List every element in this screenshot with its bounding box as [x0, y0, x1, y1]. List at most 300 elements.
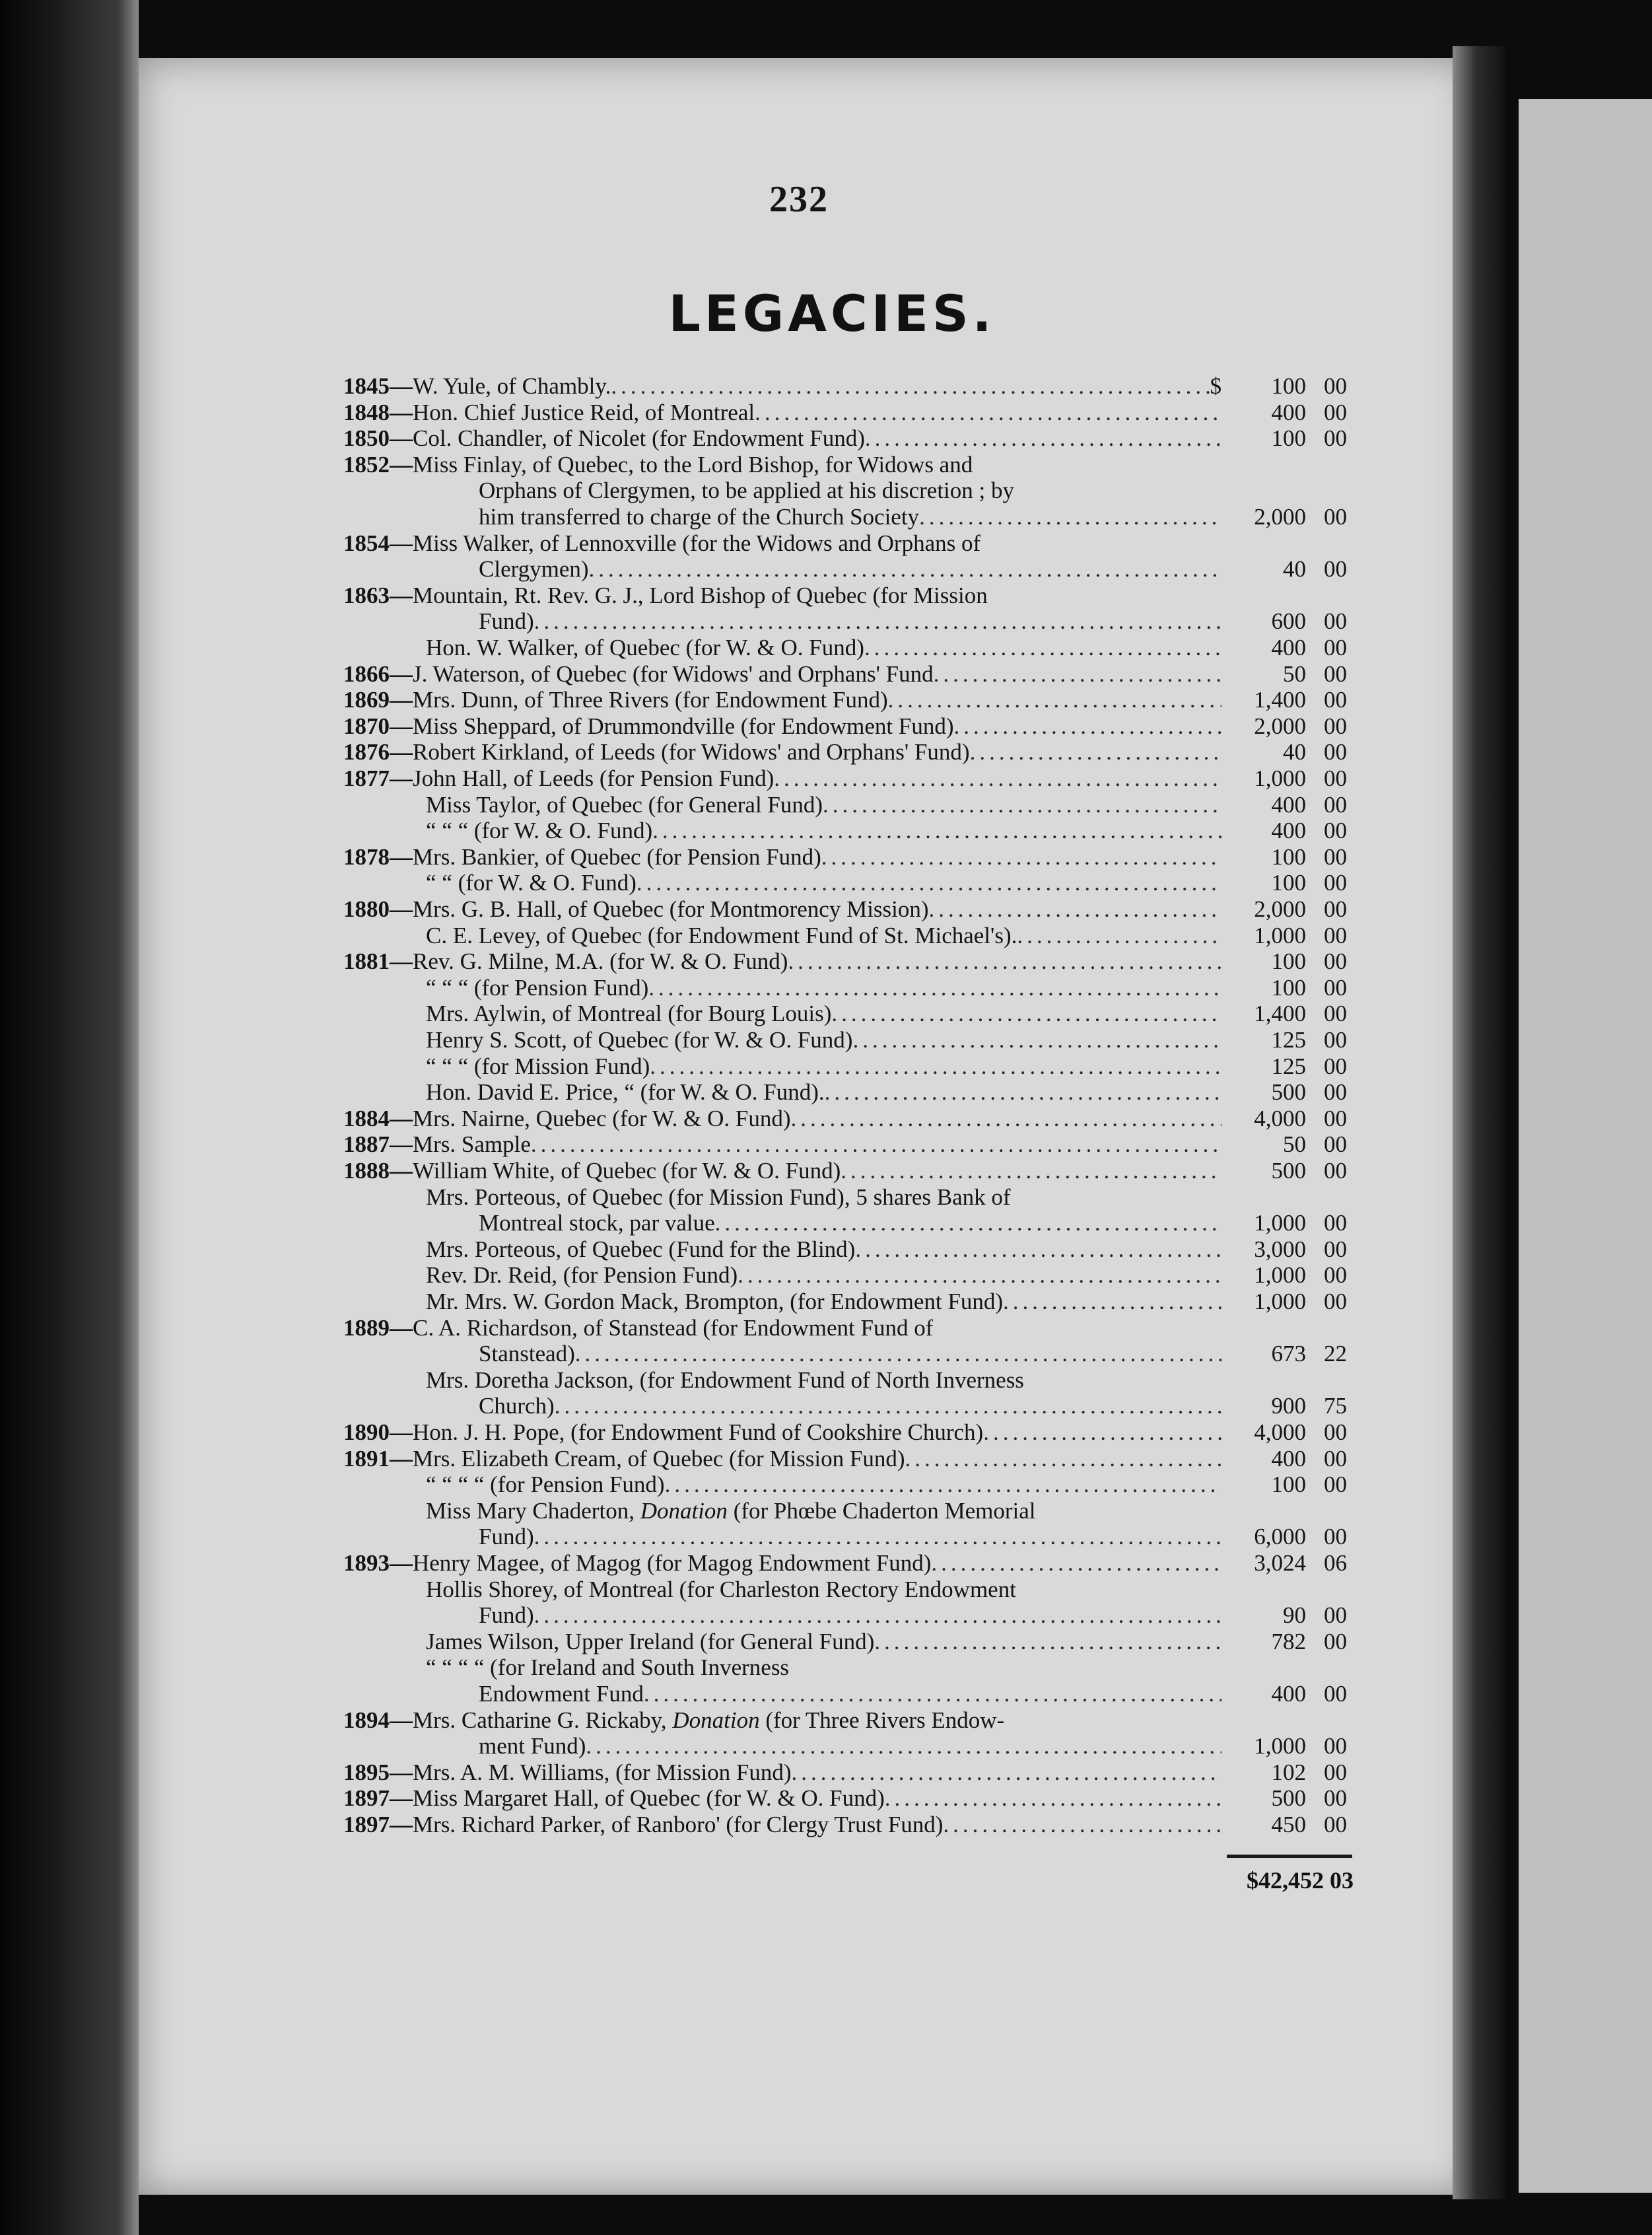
entry-amount: [1228, 608, 1347, 635]
entry-amount: [1228, 818, 1347, 844]
page-number: 232: [769, 179, 829, 220]
amount-dollars: 100: [1271, 1472, 1306, 1498]
entry-description: J. Waterson, of Quebec (for Widows' and Orphans' Fund: [413, 660, 934, 687]
legacy-entry: [343, 1446, 1222, 1472]
legacy-entry: [343, 765, 1222, 792]
amount-dollars: 100: [1271, 870, 1306, 896]
entry-description-continued: Orphans of Clergymen, to be applied at his discretion ; by: [479, 478, 1014, 504]
legacy-entry: [343, 1184, 1222, 1211]
amount-dollars: 400: [1271, 635, 1306, 660]
entry-description: C. E. Levey, of Quebec (for Endowment Fund of St. Michael's).: [426, 922, 1017, 948]
amount-dollars: 500: [1271, 1785, 1306, 1812]
page-title: LEGACIES.: [668, 284, 996, 343]
entry-description: Mrs. Dunn, of Three Rivers (for Endowment Fund): [413, 687, 888, 713]
amount-dollars: 1,000: [1254, 1210, 1306, 1236]
entry-amount: [1228, 1393, 1347, 1419]
legacy-entry: [343, 452, 1222, 478]
entry-description: Mrs. A. M. Williams, (for Mission Fund): [413, 1759, 792, 1785]
legacy-entry: [343, 1785, 1222, 1812]
entry-description: Hon. W. Walker, of Quebec (for W. & O. Fund): [426, 635, 864, 660]
entry-amount: [1228, 1785, 1347, 1812]
entry-description: Mr. Mrs. W. Gordon Mack, Brompton, (for Endowment Fund): [426, 1289, 1003, 1314]
leader-dots: [874, 1629, 1222, 1655]
amount-dollars: 100: [1271, 948, 1306, 975]
amount-cents: 00: [1324, 1812, 1347, 1837]
amount-cents: 00: [1324, 1236, 1347, 1262]
amount-cents: 00: [1324, 635, 1347, 660]
entry-description: James Wilson, Upper Ireland (for General Fund): [426, 1628, 875, 1654]
entry-description: Mrs. Bankier, of Quebec (for Pension Fund): [413, 843, 821, 870]
legacy-entry: [343, 923, 1222, 949]
amount-dollars: 100: [1271, 373, 1306, 399]
leader-dots: [841, 1158, 1222, 1184]
legacy-entry: [343, 1079, 1222, 1106]
entry-description: Henry S. Scott, of Quebec (for W. & O. Fund): [426, 1027, 853, 1053]
amount-cents: 00: [1324, 1785, 1347, 1812]
entry-year: 1897—: [343, 1785, 413, 1812]
amount-cents: 00: [1324, 1419, 1347, 1445]
entry-amount: [1228, 635, 1347, 661]
amount-dollars: 100: [1271, 974, 1306, 1001]
amount-dollars: 900: [1271, 1393, 1306, 1419]
leader-dots: [943, 1812, 1222, 1838]
legacy-entry-continuation: [343, 478, 1222, 504]
entry-amount: [1228, 1550, 1347, 1577]
legacy-entry: [343, 1001, 1222, 1027]
amount-dollars: 500: [1271, 1158, 1306, 1184]
entry-description: Miss Finlay, of Quebec, to the Lord Bishop, for Widows and: [413, 451, 973, 478]
entry-amount: [1228, 1733, 1347, 1759]
entry-year: 1891—: [343, 1445, 413, 1472]
entry-year: 1845—: [343, 373, 413, 399]
legacy-entry: [343, 1629, 1222, 1655]
amount-cents: 00: [1324, 1289, 1347, 1314]
leader-dots: [888, 687, 1222, 713]
entry-description: Hon. J. H. Pope, (for Endowment Fund of Cookshire Church): [413, 1419, 984, 1445]
entry-description: Hollis Shorey, of Montreal (for Charleston Rectory Endowment: [426, 1576, 1016, 1602]
legacy-entry: [343, 1236, 1222, 1263]
total-rule: [1227, 1855, 1352, 1858]
legacy-entry: [343, 1367, 1222, 1394]
entry-amount: [1228, 844, 1347, 870]
entry-description: Miss Walker, of Lennoxville (for the Widows and Orphans of: [413, 530, 981, 556]
amount-dollars: 1,000: [1254, 922, 1306, 948]
entry-amount: [1228, 425, 1347, 452]
amount-dollars: 1,000: [1254, 1733, 1306, 1759]
entry-description-continued: Endowment Fund: [479, 1681, 644, 1707]
leader-dots: [934, 661, 1222, 688]
legacy-entry: [343, 1027, 1222, 1053]
entry-description: Mrs. Doretha Jackson, (for Endowment Fund of North Inverness: [426, 1366, 1024, 1393]
entry-description: Col. Chandler, of Nicolet (for Endowment Fund): [413, 425, 865, 452]
entry-amount: [1228, 1681, 1347, 1707]
amount-dollars: 1,400: [1254, 687, 1306, 713]
entry-amount: [1228, 373, 1347, 400]
entry-amount: [1228, 765, 1347, 792]
leader-dots: [865, 425, 1222, 452]
leader-dots: [534, 1602, 1222, 1629]
legacy-entry-continuation: [343, 1524, 1222, 1550]
leader-dots: [970, 739, 1222, 765]
entry-description: Mrs. G. B. Hall, of Quebec (for Montmorency Mission): [413, 896, 929, 922]
entry-description: “ “ (for W. & O. Fund): [426, 870, 637, 896]
facing-page-edge: [1519, 99, 1652, 2193]
amount-cents: 00: [1324, 504, 1347, 530]
amount-cents: 00: [1324, 948, 1347, 975]
amount-cents: 00: [1324, 608, 1347, 635]
amount-dollars: 2,000: [1254, 896, 1306, 922]
entry-year: 1869—: [343, 687, 413, 713]
amount-cents: 00: [1324, 870, 1347, 896]
legacy-entry: [343, 739, 1222, 765]
legacy-entry-continuation: [343, 1393, 1222, 1419]
leader-dots: [931, 1550, 1222, 1577]
leader-dots: [885, 1785, 1222, 1812]
leader-dots: [665, 1472, 1222, 1498]
legacy-entry: [343, 1419, 1222, 1446]
legacy-entry: [343, 1812, 1222, 1838]
entry-year: 1870—: [343, 713, 413, 739]
entry-amount: [1228, 1602, 1347, 1629]
leader-dots: [755, 400, 1222, 426]
legacy-entry: [343, 896, 1222, 923]
amount-cents: 00: [1324, 1079, 1347, 1106]
entry-year: 1895—: [343, 1759, 413, 1785]
leader-dots: [648, 975, 1222, 1001]
amount-dollars: 450: [1271, 1812, 1306, 1837]
amount-dollars: 673: [1271, 1341, 1306, 1367]
legacy-entry-continuation: [343, 1341, 1222, 1367]
entry-amount: [1228, 1079, 1347, 1106]
leader-dots: [650, 1053, 1222, 1080]
amount-cents: 00: [1324, 1472, 1347, 1498]
entry-description: “ “ “ “ (for Ireland and South Inverness: [426, 1654, 790, 1681]
entry-amount: [1228, 1289, 1347, 1315]
legacy-entry: [343, 818, 1222, 844]
entry-year: 1877—: [343, 765, 413, 791]
amount-cents: 00: [1324, 739, 1347, 765]
legacy-entry: [343, 975, 1222, 1001]
entry-amount: [1228, 870, 1347, 896]
leader-dots: [611, 373, 1210, 400]
amount-dollars: 100: [1271, 843, 1306, 870]
entry-amount: [1228, 1001, 1347, 1027]
amount-dollars: 500: [1271, 1079, 1306, 1106]
leader-dots: [823, 792, 1222, 818]
entry-amount: [1228, 1446, 1347, 1472]
amount-cents: 00: [1324, 1602, 1347, 1629]
entry-description-continued: Montreal stock, par value: [479, 1210, 715, 1236]
legacy-entry: [343, 1289, 1222, 1315]
leader-dots: [864, 635, 1222, 661]
amount-cents: 00: [1324, 765, 1347, 791]
amount-dollars: 3,000: [1254, 1236, 1306, 1262]
amount-dollars: 2,000: [1254, 504, 1306, 530]
entry-description: Miss Mary Chaderton, Donation (for Phœbe Chaderton Memorial: [426, 1497, 1036, 1524]
leader-dots: [534, 608, 1222, 635]
amount-cents: 75: [1324, 1393, 1347, 1419]
entry-amount: [1228, 1158, 1347, 1184]
amount-cents: 00: [1324, 1262, 1347, 1289]
amount-dollars: 102: [1271, 1759, 1306, 1785]
leader-dots: [792, 1759, 1222, 1786]
amount-cents: 00: [1324, 843, 1347, 870]
leader-dots: [905, 1446, 1222, 1472]
leader-dots: [586, 1733, 1222, 1759]
legacy-entry: [343, 425, 1222, 452]
leader-dots: [855, 1236, 1222, 1263]
entry-amount: [1228, 975, 1347, 1001]
amount-dollars: 1,000: [1254, 765, 1306, 791]
amount-cents: 00: [1324, 1105, 1347, 1131]
entry-description-continued: Church): [479, 1393, 555, 1419]
amount-cents: 00: [1324, 556, 1347, 583]
entry-year: 1881—: [343, 948, 413, 975]
legacy-entry-continuation: [343, 1210, 1222, 1236]
amount-dollars: 1,000: [1254, 1262, 1306, 1289]
entry-description: Rev. G. Milne, M.A. (for W. & O. Fund): [413, 948, 788, 975]
legacy-entry-continuation: [343, 608, 1222, 635]
amount-cents: 00: [1324, 687, 1347, 713]
amount-cents: 00: [1324, 1210, 1347, 1236]
entry-description: Robert Kirkland, of Leeds (for Widows' and Orphans' Fund): [413, 739, 970, 765]
legacy-entry: [343, 1262, 1222, 1289]
entry-description: Mrs. Richard Parker, of Ranboro' (for Clergy Trust Fund): [413, 1812, 944, 1837]
leader-dots: [575, 1341, 1222, 1367]
amount-dollars: 40: [1283, 739, 1306, 765]
amount-cents: 00: [1324, 1001, 1347, 1027]
entry-amount: [1228, 661, 1347, 688]
amount-cents: 00: [1324, 1733, 1347, 1759]
amount-dollars: 400: [1271, 1681, 1306, 1707]
entry-year: 1863—: [343, 582, 413, 608]
legacy-entry: [343, 1053, 1222, 1080]
entry-amount: [1228, 1210, 1347, 1236]
legacy-entry: [343, 1577, 1222, 1603]
legacy-entry: [343, 635, 1222, 661]
amount-dollars: 782: [1271, 1628, 1306, 1654]
entry-year: 1890—: [343, 1419, 413, 1445]
book-spine-shadow: [0, 0, 139, 2235]
legacy-entry: [343, 1759, 1222, 1786]
legacy-entry: [343, 373, 1222, 400]
entry-amount: [1228, 948, 1347, 975]
entry-amount: [1228, 1027, 1347, 1053]
leader-dots: [652, 818, 1222, 844]
entry-year: 1889—: [343, 1314, 413, 1341]
leader-dots: [1017, 923, 1222, 949]
leader-dots: [534, 1524, 1222, 1550]
legacy-entry: [343, 713, 1222, 740]
entry-description: Hon. Chief Justice Reid, of Montreal: [413, 399, 755, 425]
legacy-entry: [343, 530, 1222, 557]
leader-dots: [831, 1001, 1222, 1027]
legacy-entry-continuation: [343, 1733, 1222, 1759]
legacy-entry: [343, 1550, 1222, 1577]
entry-amount: [1228, 400, 1347, 426]
legacy-entry-continuation: [343, 1602, 1222, 1629]
amount-dollars: 400: [1271, 399, 1306, 425]
amount-dollars: 400: [1271, 1445, 1306, 1472]
amount-cents: 00: [1324, 1628, 1347, 1654]
amount-cents: 00: [1324, 1681, 1347, 1707]
amount-dollars: 90: [1283, 1602, 1306, 1629]
entry-year: 1893—: [343, 1550, 413, 1576]
leader-dots: [531, 1131, 1222, 1158]
amount-cents: 00: [1324, 1759, 1347, 1785]
legacy-entry: [343, 870, 1222, 896]
entry-amount: [1228, 1341, 1347, 1367]
leader-dots: [637, 870, 1222, 896]
entry-amount: [1228, 1106, 1347, 1132]
legacy-entry: [343, 1498, 1222, 1524]
entry-year: 1887—: [343, 1131, 413, 1158]
amount-cents: 00: [1324, 660, 1347, 687]
entry-amount: [1228, 1131, 1347, 1158]
entry-description: “ “ “ “ (for Pension Fund): [426, 1472, 665, 1498]
grand-total: $42,452 03: [1247, 1867, 1354, 1894]
entry-amount: [1228, 792, 1347, 818]
entry-description-continued: Fund): [479, 1524, 534, 1550]
entry-description: Miss Taylor, of Quebec (for General Fund): [426, 791, 823, 818]
legacy-entry: [343, 1131, 1222, 1158]
amount-dollars: 2,000: [1254, 713, 1306, 739]
entry-amount: [1228, 713, 1347, 740]
entry-year: 1848—: [343, 399, 413, 425]
entry-description: Mrs. Catharine G. Rickaby, Donation (for Three Rivers Endow-: [413, 1707, 1005, 1733]
entry-year: 1866—: [343, 660, 413, 687]
amount-cents: 00: [1324, 425, 1347, 452]
legacy-entry-continuation: [343, 504, 1222, 530]
amount-cents: 00: [1324, 1131, 1347, 1158]
book-gutter: [1453, 46, 1505, 2199]
entry-year: 1897—: [343, 1812, 413, 1837]
entry-amount: [1228, 1053, 1347, 1080]
amount-cents: 00: [1324, 1027, 1347, 1053]
amount-dollars: 100: [1271, 425, 1306, 452]
entry-description-continued: Stanstead): [479, 1341, 575, 1367]
amount-dollars: 1,400: [1254, 1001, 1306, 1027]
entry-description: Hon. David E. Price, “ (for W. & O. Fund).: [426, 1079, 825, 1106]
leader-dots: [983, 1419, 1222, 1446]
leader-dots: [821, 844, 1222, 870]
entry-description-continued: him transferred to charge of the Church Society: [479, 504, 920, 530]
entry-description-continued: ment Fund): [479, 1733, 586, 1759]
amount-dollars: 600: [1271, 608, 1306, 635]
entry-amount: [1228, 556, 1347, 583]
entry-description: Mrs. Porteous, of Quebec (for Mission Fund), 5 shares Bank of: [426, 1184, 1011, 1210]
entry-year: 1876—: [343, 739, 413, 765]
entry-description: John Hall, of Leeds (for Pension Fund): [413, 765, 774, 791]
entry-amount: [1228, 1524, 1347, 1550]
leader-dots: [715, 1210, 1222, 1236]
entry-year: 1894—: [343, 1707, 413, 1733]
entry-description-continued: Fund): [479, 608, 534, 635]
amount-dollars: 50: [1283, 1131, 1306, 1158]
amount-dollars: 400: [1271, 818, 1306, 844]
entry-amount: [1228, 1629, 1347, 1655]
amount-dollars: 400: [1271, 791, 1306, 818]
entry-description: C. A. Richardson, of Stanstead (for Endowment Fund of: [413, 1314, 934, 1341]
entry-year: 1850—: [343, 425, 413, 452]
legacy-entry: [343, 844, 1222, 870]
leader-dots: [825, 1079, 1222, 1106]
entry-description: W. Yule, of Chambly.: [413, 373, 611, 399]
entry-amount: [1228, 923, 1347, 949]
entry-description: Henry Magee, of Magog (for Magog Endowment Fund): [413, 1550, 932, 1576]
entry-amount: [1228, 896, 1347, 923]
legacy-entry: [343, 1654, 1222, 1681]
entry-amount: [1228, 504, 1347, 530]
entry-description: Mountain, Rt. Rev. G. J., Lord Bishop of Quebec (for Mission: [413, 582, 988, 608]
legacy-entry: [343, 1106, 1222, 1132]
entry-description: Mrs. Porteous, of Quebec (Fund for the Blind): [426, 1236, 856, 1262]
leader-dots: [791, 1106, 1222, 1132]
entry-description: Rev. Dr. Reid, (for Pension Fund): [426, 1262, 738, 1289]
legacy-entry: [343, 1707, 1222, 1734]
entry-description: Mrs. Aylwin, of Montreal (for Bourg Louis): [426, 1001, 832, 1027]
leader-dots: [852, 1027, 1222, 1053]
leader-dots: [589, 556, 1222, 583]
amount-cents: 00: [1324, 373, 1347, 399]
legacy-entry: [343, 948, 1222, 975]
legacy-entry-continuation: [343, 1681, 1222, 1707]
amount-cents: 00: [1324, 1158, 1347, 1184]
amount-cents: 00: [1324, 1053, 1347, 1079]
entry-description: Miss Sheppard, of Drummondville (for Endowment Fund): [413, 713, 954, 739]
entry-year: 1878—: [343, 843, 413, 870]
entry-amount: [1228, 1236, 1347, 1263]
legacy-entry: [343, 1315, 1222, 1341]
leader-dots: [919, 504, 1222, 530]
amount-dollars: 125: [1271, 1027, 1306, 1053]
leader-dots: [774, 765, 1222, 792]
entry-amount: [1228, 1262, 1347, 1289]
entry-amount: [1228, 1419, 1347, 1446]
entry-description: Mrs. Elizabeth Cream, of Quebec (for Mission Fund): [413, 1445, 905, 1472]
entry-description-continued: Clergymen): [479, 556, 589, 583]
entry-description-continued: Fund): [479, 1602, 534, 1629]
entry-description: Mrs. Sample: [413, 1131, 531, 1158]
amount-cents: 00: [1324, 1524, 1347, 1550]
entry-description: William White, of Quebec (for W. & O. Fund): [413, 1158, 841, 1184]
currency-sign: $: [1210, 373, 1222, 399]
amount-cents: 00: [1324, 818, 1347, 844]
leader-dots: [788, 948, 1222, 975]
amount-dollars: 4,000: [1254, 1105, 1306, 1131]
entry-amount: [1228, 687, 1347, 713]
legacy-entry: [343, 583, 1222, 609]
entry-year: 1884—: [343, 1105, 413, 1131]
leader-dots: [929, 896, 1222, 923]
entry-description: “ “ “ (for Pension Fund): [426, 974, 649, 1001]
entry-amount: [1228, 1812, 1347, 1838]
amount-cents: 06: [1324, 1550, 1347, 1576]
amount-dollars: 50: [1283, 660, 1306, 687]
leader-dots: [1003, 1289, 1222, 1315]
amount-cents: 00: [1324, 399, 1347, 425]
amount-dollars: 6,000: [1254, 1524, 1306, 1550]
leader-dots: [954, 713, 1222, 740]
amount-dollars: 125: [1271, 1053, 1306, 1079]
entry-amount: [1228, 1759, 1347, 1786]
entry-year: 1854—: [343, 530, 413, 556]
amount-cents: 00: [1324, 922, 1347, 948]
legacy-entry: [343, 400, 1222, 426]
amount-cents: 00: [1324, 974, 1347, 1001]
entry-amount: [1228, 739, 1347, 765]
leader-dots: [644, 1681, 1222, 1707]
